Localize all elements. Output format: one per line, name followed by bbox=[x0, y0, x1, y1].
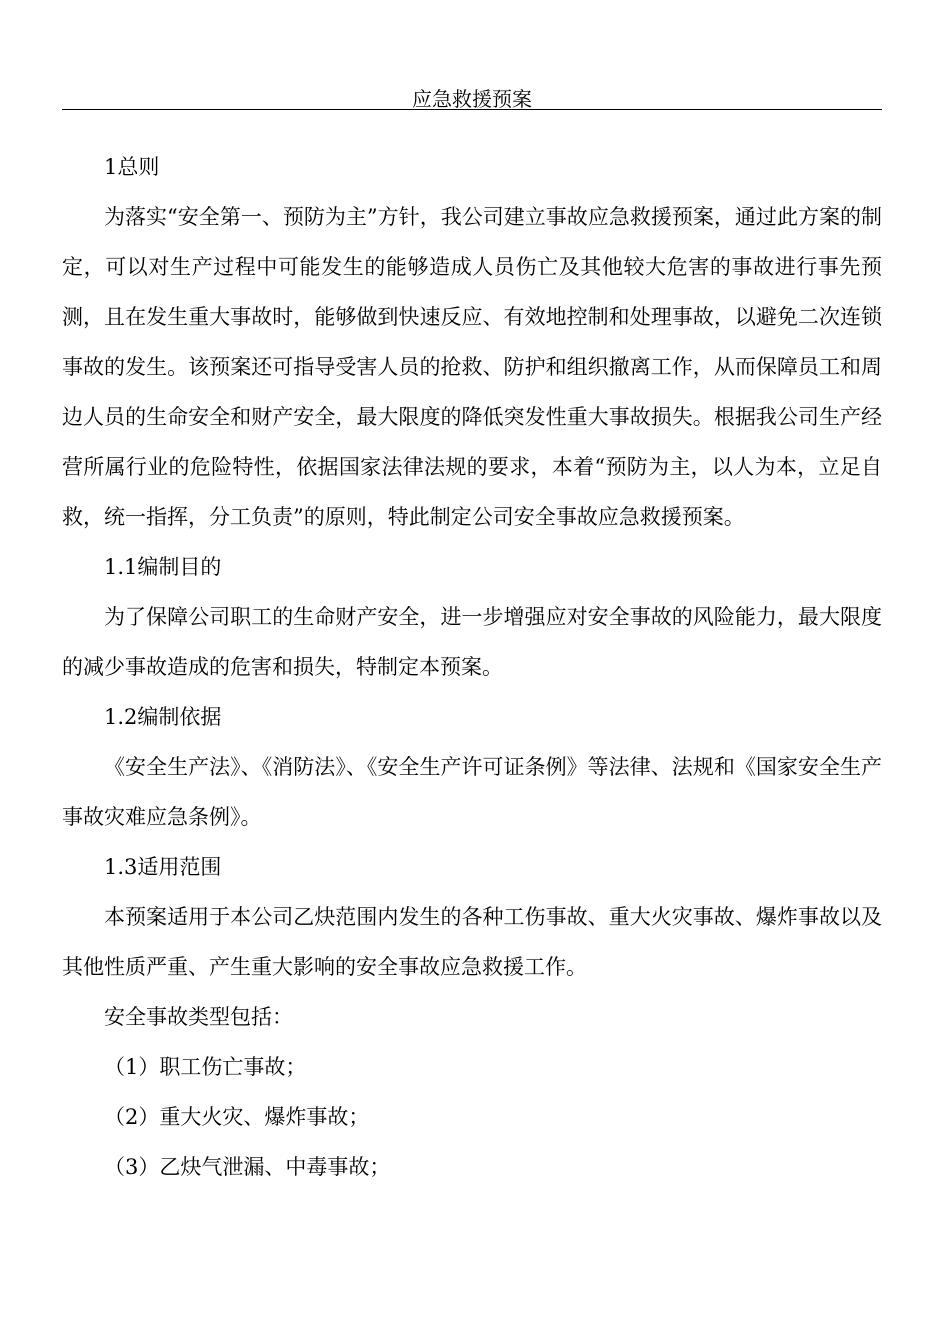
accident-type-item: （3）乙炔气泄漏、中毒事故； bbox=[104, 1155, 391, 1179]
accident-type-item: （2）重大火灾、爆炸事故； bbox=[104, 1105, 370, 1129]
accident-types-intro: 安全事故类型包括： bbox=[104, 1005, 293, 1029]
document-body bbox=[62, 142, 882, 1192]
section-heading-scope: 1.3适用范围 bbox=[104, 855, 222, 879]
paragraph-basis: 《安全生产法》、《消防法》、《安全生产许可证条例》等法律、法规和《国家安全生产事故灾难应急条例》。 bbox=[62, 755, 882, 829]
section-heading-purpose: 1.1编制目的 bbox=[104, 555, 222, 579]
paragraph-general: 为落实“安全第一、预防为主”方针，我公司建立事故应急救援预案，通过此方案的制定，可以对生产过程中可能发生的能够造成人员伤亡及其他较大危害的事故进行事先预测，且在发生重大事故时，能够做到快速反应、有效地控制和处理事故，以避免二次连锁事故的发生。该预案还可指导受害人员的抢救、防护和组织撤离工作，从而保障员工和周边人员的生命安全和财产安全，最大限度的降低突发性重大事故损失。根据我公司生产经营所属行业的危险特性，依据国家法律法规的要求，本着“预防为主，以人为本，立足自救，统一指挥，分工负责”的原则，特此制定公司安全事故应急救援预案。 bbox=[62, 205, 882, 529]
section-heading-general: 1总则 bbox=[104, 155, 160, 179]
header-divider bbox=[62, 109, 882, 110]
accident-type-item: （1）职工伤亡事故； bbox=[104, 1055, 307, 1079]
page-header-title: 应急救援预案 bbox=[412, 87, 532, 111]
paragraph-purpose: 为了保障公司职工的生命财产安全，进一步增强应对安全事故的风险能力，最大限度的减少事故造成的危害和损失，特制定本预案。 bbox=[62, 605, 882, 679]
paragraph-scope: 本预案适用于本公司乙炔范围内发生的各种工伤事故、重大火灾事故、爆炸事故以及其他性质严重、产生重大影响的安全事故应急救援工作。 bbox=[62, 905, 882, 979]
section-heading-basis: 1.2编制依据 bbox=[104, 705, 222, 729]
